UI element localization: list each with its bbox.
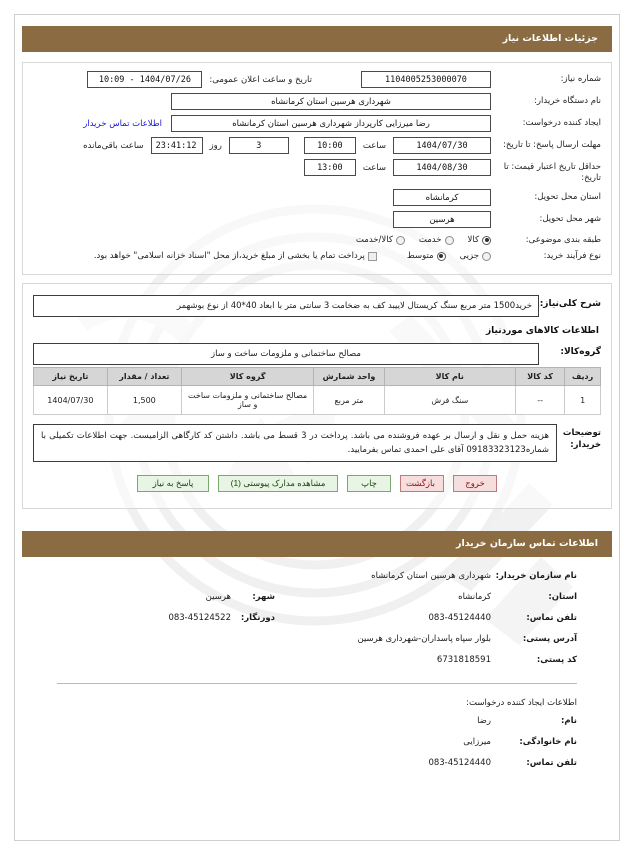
creator-value[interactable]: رضا میرزایی کارپرداز شهرداری هرسین استان کرمانشاه	[171, 115, 491, 132]
buyer-notes	[33, 424, 601, 462]
goods-heading: اطلاعات کالاهای موردنیاز	[485, 326, 599, 336]
exit-button[interactable]: خروج	[453, 475, 497, 492]
row-validity	[33, 159, 601, 184]
page-title-bar	[22, 26, 612, 52]
buyer-contact-link[interactable]: اطلاعات تماس خریدار	[83, 118, 162, 129]
buyer-notes-text: هزینه حمل و نقل و ارسال بر عهده فروشنده می باشد. پرداخت در 3 قسط می باشد. داشتن کد کارگاهی الزامیست. جهت اطلاعات تکمیلی با شماره09183323123 آقای علی احمدی تماس بفرمایید.	[33, 424, 557, 462]
contact-fax-value: 083-45124522	[168, 613, 231, 623]
contact-org-label: نام سازمان خریدار:	[495, 571, 577, 581]
cell-row: 1	[565, 386, 601, 415]
process-label: نوع فرآیند خرید:	[543, 251, 601, 261]
category-option-kala-khedmat[interactable]	[356, 235, 405, 245]
table-row	[34, 386, 601, 415]
column-header-quantity: تعداد / مقدار	[107, 368, 181, 386]
contact-postal-value: 6731818591	[436, 655, 491, 665]
row-buyer-org	[33, 93, 601, 110]
page-container	[14, 14, 620, 841]
view-attachments-button[interactable]: مشاهده مدارک پیوستی (1)	[218, 475, 338, 492]
contact-row-postal	[57, 655, 577, 665]
contact-row-location	[57, 592, 577, 602]
contact-address-value: بلوار سپاه پاسداران-شهرداری هرسین	[357, 634, 491, 644]
print-button[interactable]: چاپ	[347, 475, 391, 492]
province-label: استان محل تحویل:	[534, 192, 601, 202]
contact-province-label: استان:	[548, 592, 577, 602]
row-city	[33, 211, 601, 228]
announce-value[interactable]: 1404/07/26 - 10:09	[87, 71, 202, 88]
goods-panel	[22, 283, 612, 509]
contact-details	[15, 557, 619, 665]
creator-first-name-value: رضا	[477, 716, 491, 726]
validity-hour[interactable]: 13:00	[304, 159, 356, 176]
radio-icon[interactable]	[482, 252, 491, 261]
creator-row-first-name	[57, 716, 577, 726]
radio-icon[interactable]	[482, 236, 491, 245]
buyer-notes-label: توضیحات خریدار:	[562, 428, 601, 450]
deadline-label: مهلت ارسال پاسخ: تا تاریخ:	[503, 140, 601, 150]
radio-icon[interactable]	[396, 236, 405, 245]
process-option-label: متوسط	[406, 251, 434, 261]
creator-phone-value: 083-45124440	[428, 758, 491, 768]
contact-phone-label: تلفن تماس:	[526, 613, 577, 623]
row-province	[33, 189, 601, 206]
row-process-type	[33, 251, 601, 262]
treasury-bond-label: پرداخت تمام یا بخشی از مبلغ خرید،از محل "اسناد خزانه اسلامی" خواهد بود.	[93, 251, 365, 261]
row-creator	[33, 115, 601, 132]
deadline-hour[interactable]: 10:00	[304, 137, 356, 154]
validity-hour-label: ساعت	[362, 162, 386, 173]
column-header-name: نام کالا	[384, 368, 515, 386]
buyer-org-value[interactable]: شهرداری هرسین استان کرمانشاه	[171, 93, 491, 110]
category-option-label: خدمت	[418, 235, 442, 245]
contact-fax-label: دورنگار:	[240, 613, 275, 623]
row-need-number	[33, 71, 601, 88]
contact-city-value: هرسین	[205, 592, 231, 602]
creator-row-phone	[57, 758, 577, 768]
cell-code: --	[515, 386, 564, 415]
radio-icon[interactable]	[437, 252, 446, 261]
column-header-code: کد کالا	[515, 368, 564, 386]
radio-icon[interactable]	[445, 236, 454, 245]
creator-last-name-value: میرزایی	[463, 737, 491, 747]
creator-last-name-label: نام خانوادگی:	[519, 737, 577, 747]
page-title: جزئیات اطلاعات نیاز	[502, 33, 598, 44]
action-button-bar	[33, 475, 601, 492]
treasury-bond-checkbox[interactable]	[94, 251, 377, 261]
cell-unit: متر مربع	[314, 386, 384, 415]
cell-group: مصالح ساختمانی و ملزومات ساخت و ساز	[181, 386, 313, 415]
creator-details	[15, 716, 619, 768]
remaining-days[interactable]: 3	[229, 137, 289, 154]
contact-row-address	[57, 634, 577, 644]
deadline-hour-label: ساعت	[362, 140, 386, 151]
row-category	[33, 235, 601, 246]
process-option-label: جزیی	[459, 251, 479, 261]
row-deadline	[33, 137, 601, 154]
contact-postal-label: کد پستی:	[536, 655, 577, 665]
category-option-label: کالا	[467, 235, 479, 245]
contact-address-label: آدرس پستی:	[522, 634, 577, 644]
checkbox-icon[interactable]	[368, 252, 377, 261]
column-header-date: تاریخ نیاز	[34, 368, 108, 386]
remaining-time: 23:41:12	[151, 137, 203, 154]
contact-row-phone	[57, 613, 577, 623]
back-button[interactable]: بازگشت	[400, 475, 444, 492]
summary-label: شرح کلی‌نیاز:	[539, 299, 601, 309]
creator-label: ایجاد کننده درخواست:	[522, 118, 601, 128]
deadline-date[interactable]: 1404/07/30	[393, 137, 491, 154]
row-summary	[33, 295, 601, 317]
contact-row-org	[57, 571, 577, 581]
respond-to-need-button[interactable]: پاسخ به نیاز	[137, 475, 209, 492]
remaining-time-label: ساعت باقی‌مانده	[83, 140, 144, 151]
contact-section-title: اطلاعات تماس سازمان خریدار	[455, 538, 598, 549]
contact-section-title-bar	[22, 531, 612, 557]
contact-city-label: شهر:	[252, 592, 275, 602]
creator-section-heading: اطلاعات ایجاد کننده درخواست:	[466, 698, 577, 708]
days-unit-label: روز	[209, 140, 222, 151]
process-option-jozei[interactable]	[460, 251, 491, 261]
creator-phone-label: تلفن تماس:	[526, 758, 577, 768]
need-number-value[interactable]: 1104005253000070	[361, 71, 491, 88]
province-value[interactable]: کرمانشاه	[393, 189, 491, 206]
validity-label: حداقل تاریخ اعتبار قیمت: تا تاریخ:	[503, 162, 601, 183]
goods-group-value: مصالح ساختمانی و ملزومات ساخت و ساز	[33, 343, 539, 365]
need-info-panel	[22, 62, 612, 275]
contact-phone-value: 083-45124440	[428, 613, 491, 623]
row-goods-group	[33, 343, 601, 365]
category-option-kala[interactable]	[468, 235, 491, 245]
validity-date[interactable]: 1404/08/30	[393, 159, 491, 176]
buyer-org-label: نام دستگاه خریدار:	[534, 96, 601, 106]
column-header-row: ردیف	[565, 368, 601, 386]
city-value[interactable]: هرسین	[393, 211, 491, 228]
column-header-unit: واحد شمارش	[314, 368, 384, 386]
table-header-row	[34, 368, 601, 386]
city-label: شهر محل تحویل:	[539, 214, 601, 224]
process-option-motavaset[interactable]	[407, 251, 446, 261]
category-option-label: کالا/خدمت	[355, 235, 393, 245]
cell-quantity: 1,500	[107, 386, 181, 415]
creator-row-last-name	[57, 737, 577, 747]
goods-table	[33, 367, 601, 415]
announce-label: تاریخ و ساعت اعلان عمومی:	[209, 74, 312, 85]
column-header-group: گروه کالا	[181, 368, 313, 386]
contact-province-value: کرمانشاه	[458, 592, 491, 602]
cell-name: سنگ فرش	[384, 386, 515, 415]
category-label: طبقه بندی موضوعی:	[525, 235, 601, 245]
goods-group-label: گروه‌کالا:	[560, 347, 601, 357]
contact-org-value: شهرداری هرسین استان کرمانشاه	[371, 571, 491, 581]
need-number-label: شماره نیاز:	[560, 74, 601, 84]
creator-first-name-label: نام:	[560, 716, 577, 726]
category-option-khedmat[interactable]	[419, 235, 454, 245]
summary-value: خرید1500 متر مربع سنگ کریستال لاییبد کف به ضخامت 3 سانتی متر با ابعاد 40*40 از نوع بوشهمر	[33, 295, 539, 317]
cell-date: 1404/07/30	[34, 386, 108, 415]
